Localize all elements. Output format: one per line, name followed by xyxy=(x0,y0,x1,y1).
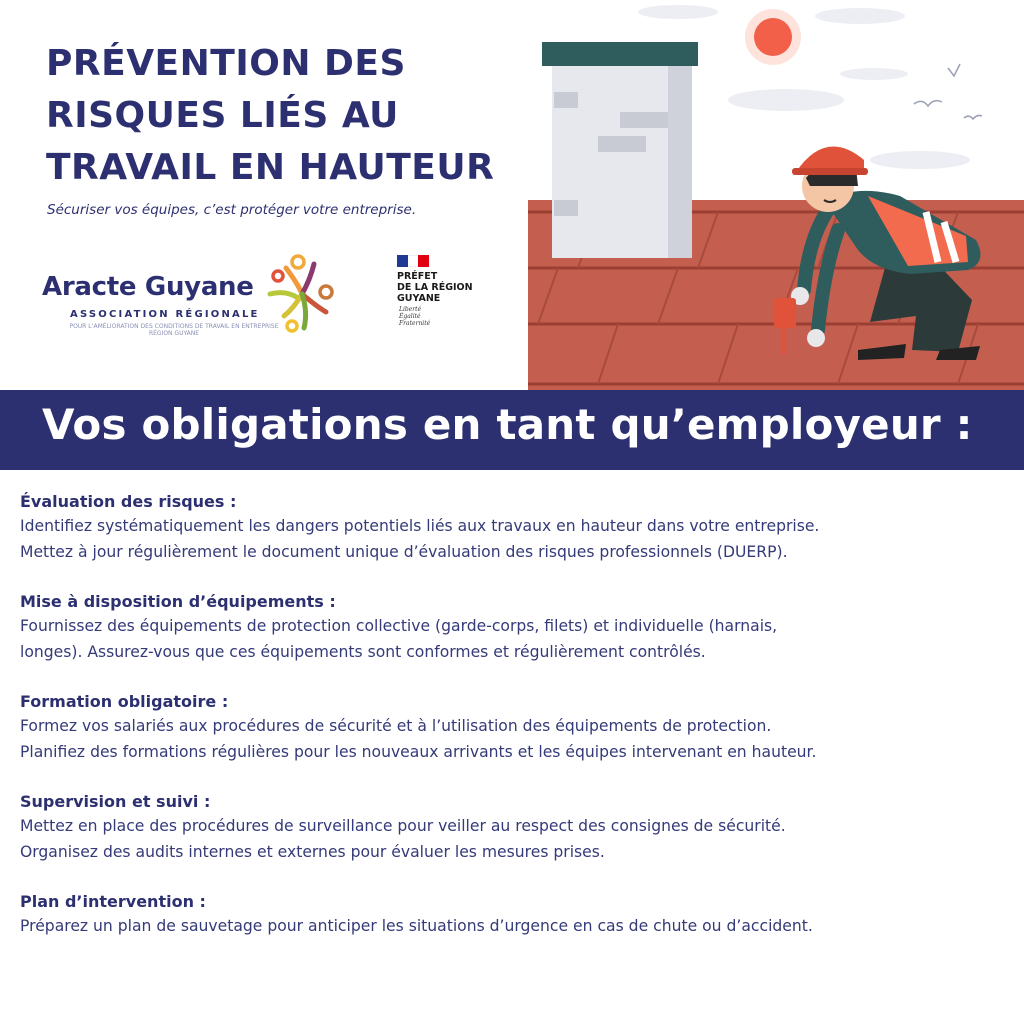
section-line: Préparez un plan de sauvetage pour anticiper les situations d’urgence en cas de chute ou d’accident. xyxy=(20,917,813,935)
prefet-motto-line: Liberté xyxy=(399,306,422,313)
french-flag-marianne-icon xyxy=(397,255,429,267)
section-line: Formez vos salariés aux procédures de sécurité et à l’utilisation des équipements de protection. xyxy=(20,717,772,735)
title-line: TRAVAIL EN HAUTEUR xyxy=(46,147,495,188)
section-body xyxy=(20,613,1010,665)
prefet-motto-line: Fraternité xyxy=(399,320,431,327)
sun-icon xyxy=(754,18,792,56)
section-title: Mise à disposition d’équipements : xyxy=(20,592,336,611)
prefet-title xyxy=(397,271,507,304)
section-line: Planifiez des formations régulières pour les nouveaux arrivants et les équipes intervenant en hauteur. xyxy=(20,743,817,761)
section-line: Mettez en place des procédures de surveillance pour veiller au respect des consignes de sécurité. xyxy=(20,817,786,835)
poster-title xyxy=(46,38,516,194)
obligations-banner xyxy=(0,390,1024,470)
aracte-name: Aracte Guyane xyxy=(42,272,254,302)
prefet-motto xyxy=(399,306,430,327)
obligation-section xyxy=(20,590,1010,665)
prefet-motto-line: Égalité xyxy=(399,313,421,320)
birds-icon xyxy=(914,64,982,119)
section-title: Évaluation des risques : xyxy=(20,492,237,511)
chimney-cap xyxy=(542,42,698,66)
section-title: Formation obligatoire : xyxy=(20,692,229,711)
prefet-title-line: DE LA RÉGION xyxy=(397,282,473,293)
poster-header xyxy=(0,0,1024,390)
aracte-association: ASSOCIATION RÉGIONALE xyxy=(70,309,260,320)
obligations-list xyxy=(20,490,1010,964)
section-title: Supervision et suivi : xyxy=(20,792,211,811)
prefet-title-line: PRÉFET xyxy=(397,271,438,282)
section-body xyxy=(20,813,1010,865)
section-body xyxy=(20,913,1010,939)
prefet-region-guyane-logo xyxy=(397,255,507,335)
banner-heading: Vos obligations en tant qu’employeur : xyxy=(42,400,973,449)
obligation-section xyxy=(20,790,1010,865)
section-line: longes). Assurez-vous que ces équipements sont conformes et régulièrement contrôlés. xyxy=(20,643,706,661)
prefet-title-line: GUYANE xyxy=(397,293,441,304)
title-line: RISQUES LIÉS AU xyxy=(46,95,399,136)
aracte-subtitle: POUR L’AMÉLIORATION DES CONDITIONS DE TRAVAIL EN ENTREPRISE RÉGION GUYANE xyxy=(69,323,279,337)
section-body xyxy=(20,513,1010,565)
aracte-people-circle-icon xyxy=(264,250,344,340)
obligation-section xyxy=(20,690,1010,765)
tagline: Sécuriser vos équipes, c’est protéger votre entreprise. xyxy=(47,202,417,218)
obligation-section xyxy=(20,890,1010,939)
section-line: Organisez des audits internes et externes pour évaluer les mesures prises. xyxy=(20,843,605,861)
section-body xyxy=(20,713,1010,765)
section-line: Fournissez des équipements de protection collective (garde-corps, filets) et individuelle (harnais, xyxy=(20,617,778,635)
title-line: PRÉVENTION DES xyxy=(46,43,406,84)
roofer-worker-illustration xyxy=(528,0,1024,390)
aracte-guyane-logo xyxy=(42,250,352,340)
section-title: Plan d’intervention : xyxy=(20,892,206,911)
obligation-section xyxy=(20,490,1010,565)
section-line: Identifiez systématiquement les dangers potentiels liés aux travaux en hauteur dans votre entreprise. xyxy=(20,517,820,535)
section-line: Mettez à jour régulièrement le document unique d’évaluation des risques professionnels (DUERP). xyxy=(20,543,788,561)
